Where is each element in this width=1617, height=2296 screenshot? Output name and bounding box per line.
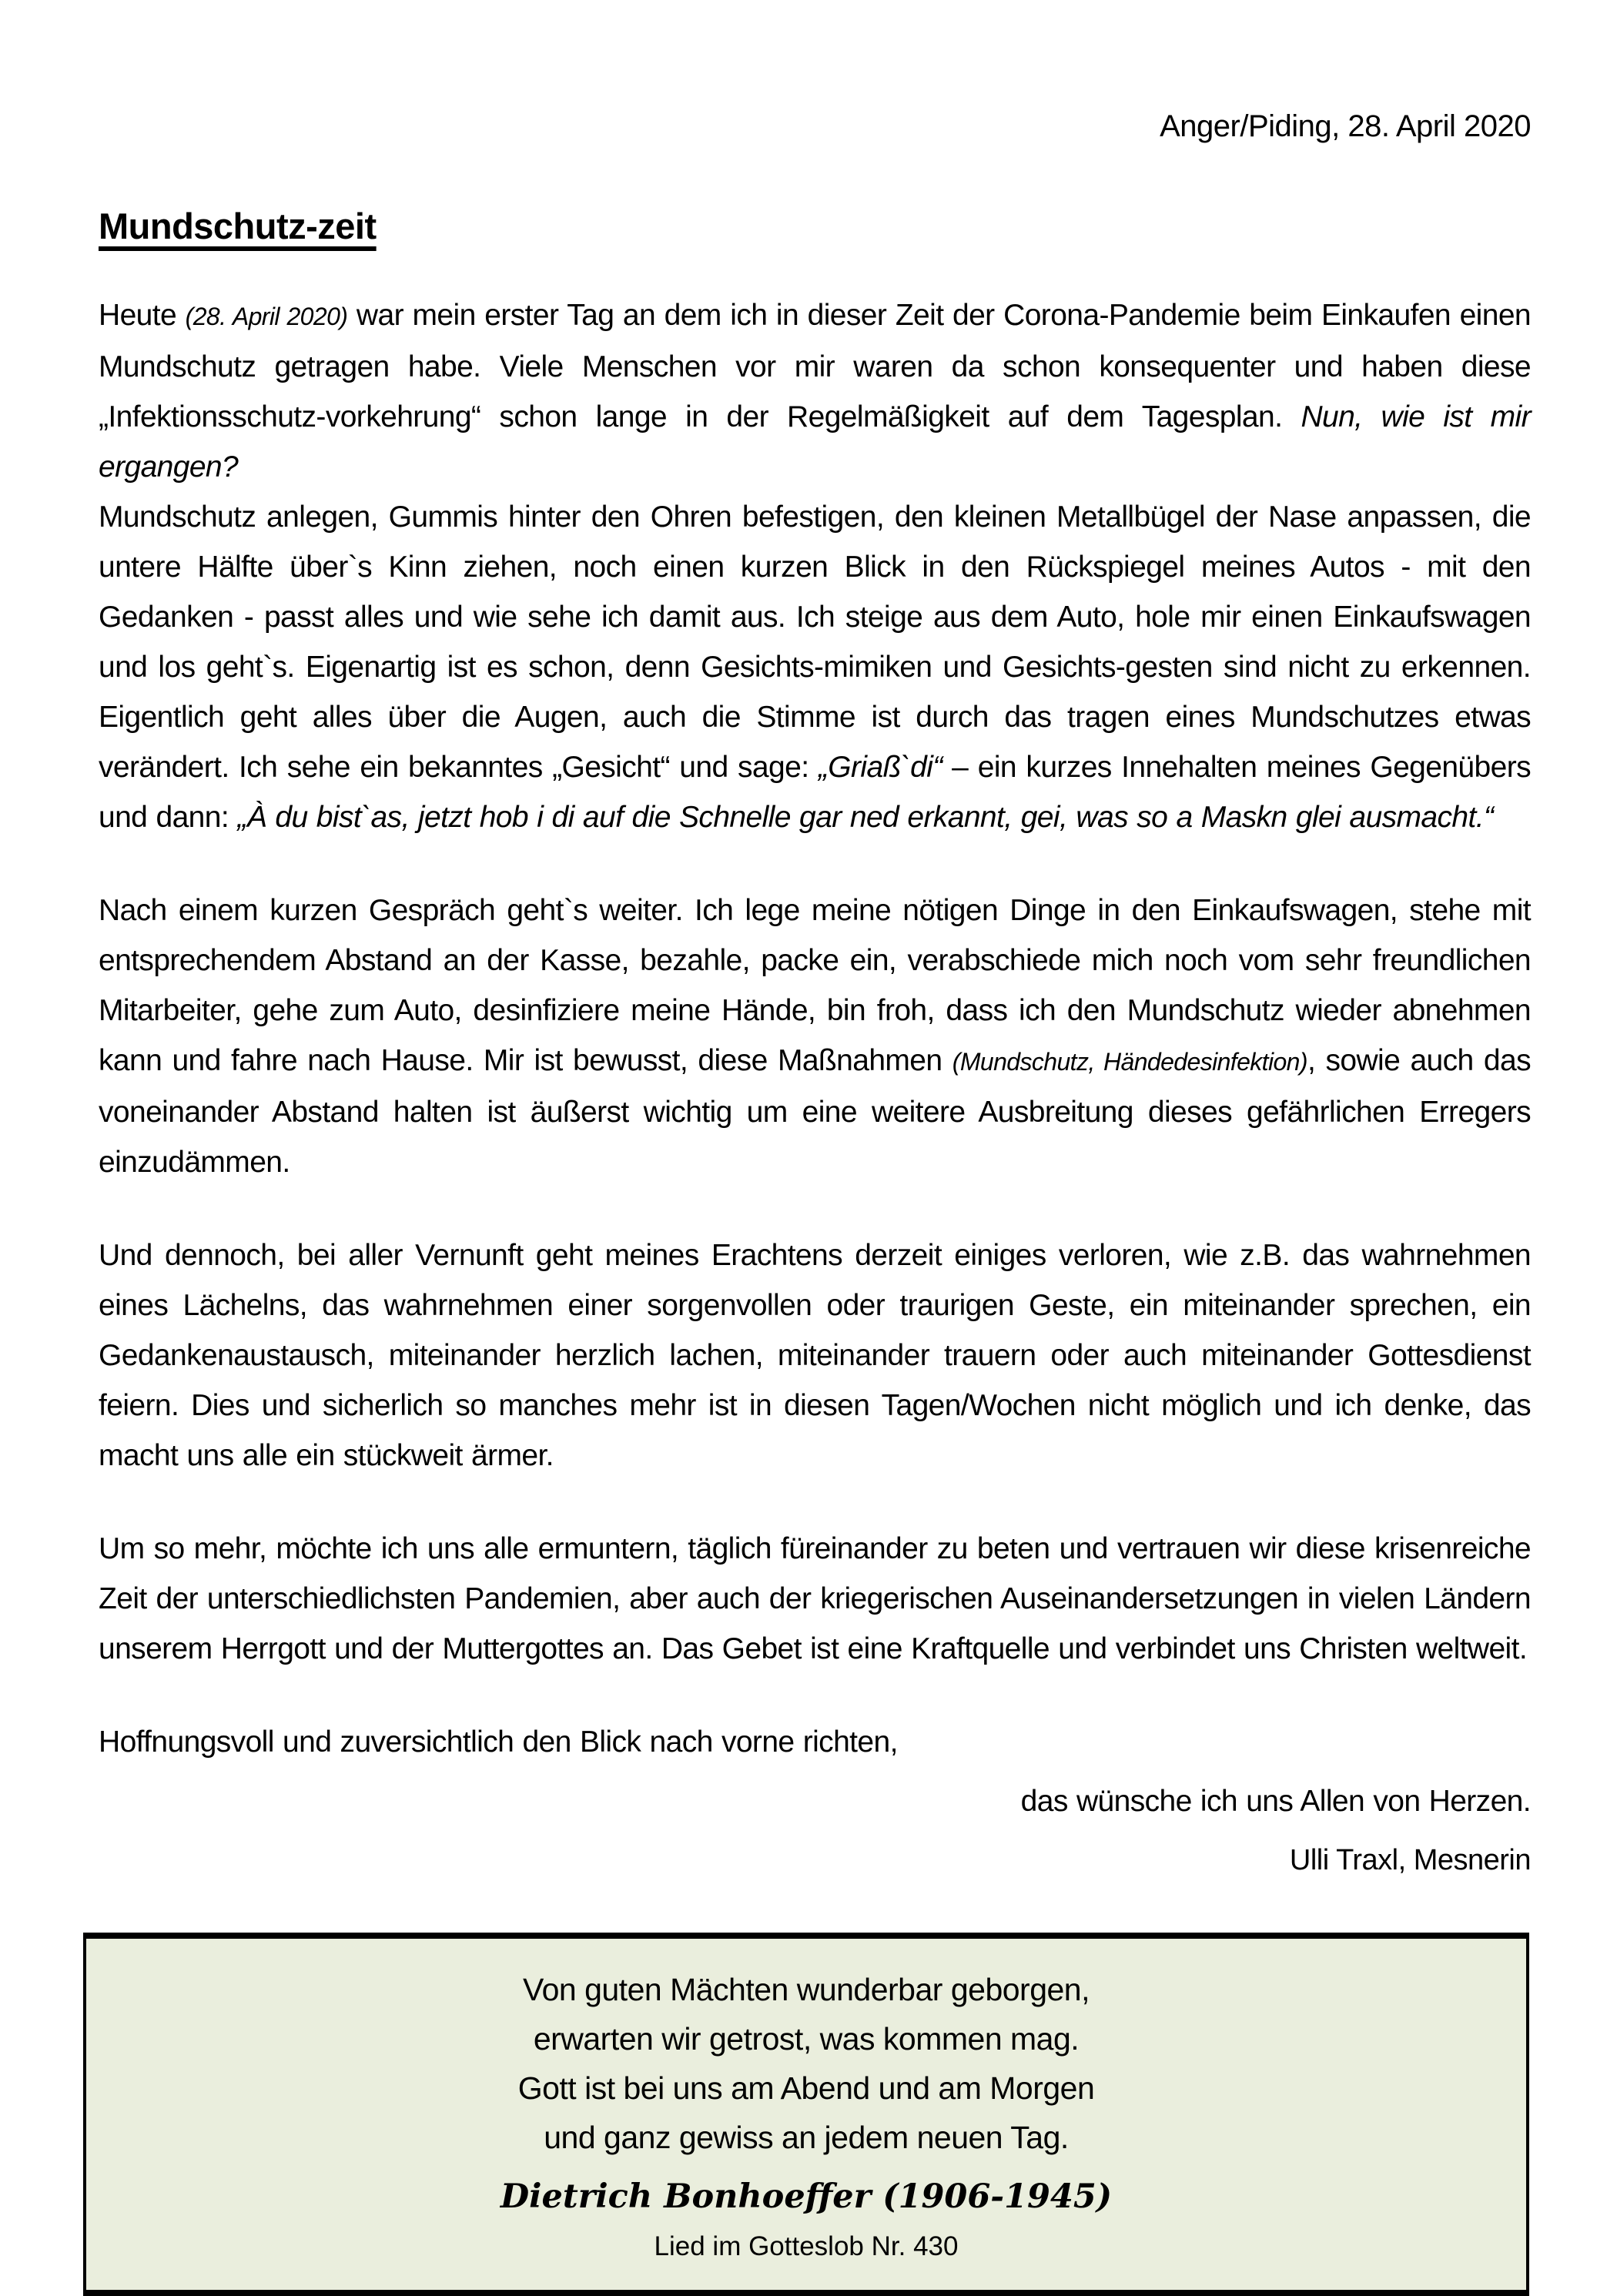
quote-line: erwarten wir getrost, was kommen mag.	[533, 2021, 1080, 2057]
text-segment: – ein kurzes Innehalten meines Gegenübers und dann:	[99, 751, 1531, 834]
text-segment-paren-italic: (Mundschutz, Händedesinfektion)	[952, 1048, 1307, 1076]
text-segment-italic: Nun, wie ist mir ergangen?	[99, 400, 1531, 484]
text-segment-italic: „Griaß`di“	[818, 751, 942, 784]
text-segment: Heute	[99, 299, 186, 332]
text-segment-date-italic: (28. April 2020)	[185, 303, 348, 330]
dateline: Anger/Piding, 28. April 2020	[1160, 109, 1531, 143]
paragraph-3	[99, 885, 1531, 1187]
paragraph-4: Und dennoch, bei aller Vernunft geht meines Erachtens derzeit einiges verloren, wie z.B. das wahrnehmen eines Lächelns, das wahrnehmen einer sorgenvollen oder traurigen Geste, ein miteinander sprechen, ein Gedankenaustausch, miteinander herzlich lachen, miteinander trauern oder auch miteinander Gottesdienst feiern. Dies und sicherlich so manches mehr ist in diesen Tagen/Wochen nicht möglich und ich denke, das macht uns alle ein stückweit ärmer.	[99, 1239, 1531, 1472]
paragraph-2	[99, 492, 1531, 842]
text-segment: Mundschutz anlegen, Gummis hinter den Ohren befestigen, den kleinen Metallbügel der Nase anpassen, die untere Hälfte über`s Kinn ziehen, noch einen kurzen Blick in den Rückspiegel meines Autos - mit den Gedanken - passt alles und wie sehe ich damit aus. Ich steige aus dem Auto, hole mir einen Einkaufswagen und los geht`s. Eigenartig ist es schon, denn Gesichts-mimiken und Gesichts-gesten sind nicht zu erkennen. Eigentlich geht alles über die Augen, auch die Stimme ist durch das tragen eines Mundschutzes etwas verändert. Ich sehe ein bekanntes „Gesicht“ und sage:	[99, 500, 1531, 784]
closing-wish: das wünsche ich uns Allen von Herzen.	[1020, 1785, 1531, 1818]
text-segment-italic: „À du bist`as, jetzt hob i di auf die Schnelle gar ned erkannt, gei, was so a Maskn glei ausmacht.“	[237, 801, 1494, 834]
quote-author: Dietrich Bonhoeffer (1906-1945)	[500, 2177, 1113, 2216]
signature: Ulli Traxl, Mesnerin	[1289, 1844, 1531, 1876]
text-segment: Nach einem kurzen Gespräch geht`s weiter. Ich lege meine nötigen Dinge in den Einkaufswagen, stehe mit entsprechendem Abstand an der Kasse, bezahle, packe ein, verabschiede mich noch vom sehr freundlichen Mitarbeiter, gehe zum Auto, desinfiziere meine Hände, bin froh, dass ich den Mundschutz wieder abnehmen kann und fahre nach Hause. Mir ist bewusst, diese Maßnahmen	[99, 894, 1531, 1077]
quote-line: und ganz gewiss an jedem neuen Tag.	[544, 2120, 1069, 2155]
page-title: Mundschutz-zeit	[99, 206, 377, 246]
text-segment: war mein erster Tag an dem ich in dieser Zeit der Corona-Pandemie beim Einkaufen einen Mundschutz getragen habe. Viele Menschen vor mir waren da schon konsequenter und haben diese „Infektionsschutz-vorkehrung“ schon lange in der Regelmäßigkeit auf dem Tagesplan.	[99, 299, 1532, 433]
text-segment: , sowie auch das voneinander Abstand halten ist äußerst wichtig um eine weitere Ausbreitung dieses gefährlichen Erregers einzudämmen.	[99, 1044, 1531, 1179]
quote-box	[83, 1933, 1529, 2296]
quote-source: Lied im Gotteslob Nr. 430	[654, 2231, 959, 2261]
quote-line: Von guten Mächten wunderbar geborgen,	[523, 1972, 1090, 2007]
paragraph-1	[99, 290, 1531, 492]
closing-line: Hoffnungsvoll und zuversichtlich den Blick nach vorne richten,	[99, 1725, 898, 1759]
paragraph-5: Um so mehr, möchte ich uns alle ermuntern, täglich füreinander zu beten und vertrauen wir diese krisenreiche Zeit der unterschiedlichsten Pandemien, aber auch der kriegerischen Auseinandersetzungen in vielen Ländern unserem Herrgott und der Muttergottes an. Das Gebet ist eine Kraftquelle und verbindet uns Christen weltweit.	[99, 1532, 1531, 1665]
quote-line: Gott ist bei uns am Abend und am Morgen	[517, 2070, 1095, 2106]
